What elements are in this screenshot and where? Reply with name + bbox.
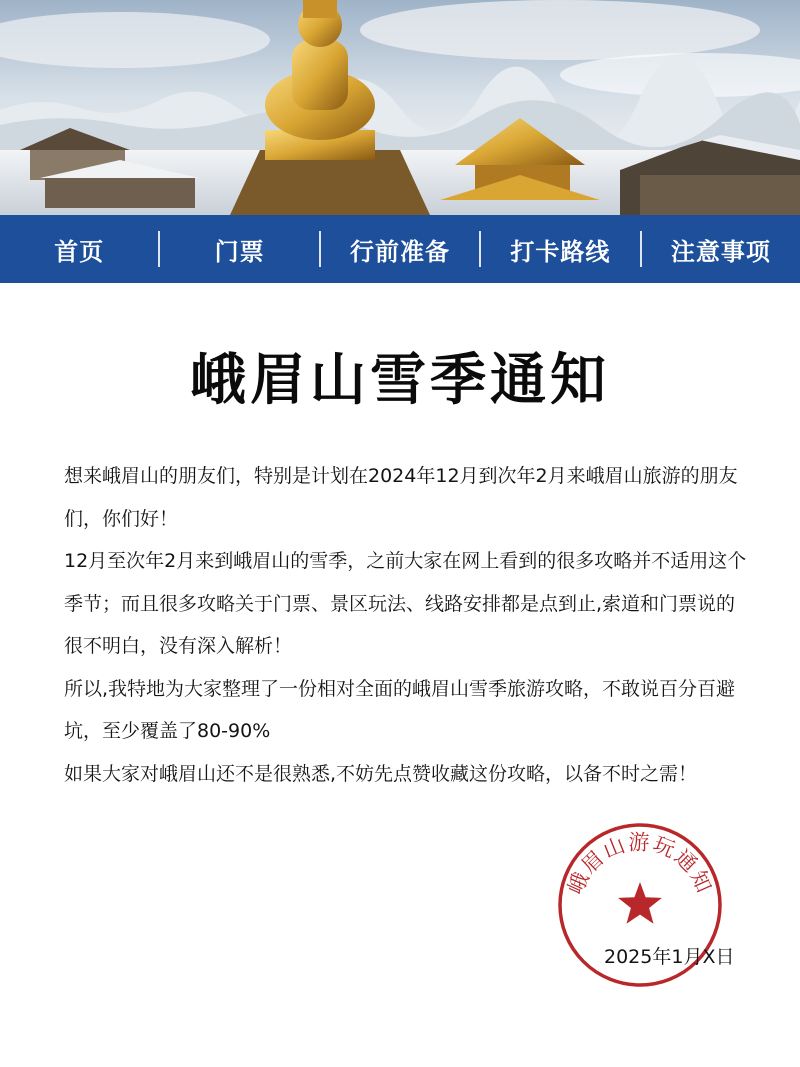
emei-golden-summit-image bbox=[0, 0, 800, 215]
hero-banner bbox=[0, 0, 800, 215]
article-body bbox=[64, 455, 750, 795]
star-icon bbox=[618, 882, 662, 924]
nav-preparation[interactable]: 行前准备 bbox=[350, 237, 451, 266]
paragraph-greeting: 想来峨眉山的朋友们，特别是计划在2024年12月到次年2月来峨眉山旅游的朋友们，你们好！ bbox=[64, 465, 738, 530]
nav-tickets[interactable]: 门票 bbox=[214, 237, 265, 266]
nav-notices[interactable]: 注意事项 bbox=[670, 237, 771, 266]
paragraph-bookmark: 如果大家对峨眉山还不是很熟悉,不妨先点赞收藏这份攻略，以备不时之需！ bbox=[64, 762, 698, 785]
nav-home[interactable]: 首页 bbox=[54, 237, 105, 266]
nav-routes[interactable]: 打卡路线 bbox=[510, 237, 611, 266]
page-title: 峨眉山雪季通知 bbox=[190, 348, 610, 413]
seal-text: 峨眉山游玩通知 bbox=[563, 830, 717, 898]
paragraph-guide: 所以,我特地为大家整理了一份相对全面的峨眉山雪季旅游攻略，不敢说百分百避坑，至少覆盖了80-90% bbox=[64, 677, 736, 742]
paragraph-season: 12月至次年2月来到峨眉山的雪季，之前大家在网上看到的很多攻略并不适用这个季节；而且很多攻略关于门票、景区玩法、线路安排都是点到止,索道和门票说的很不明白，没有深入解析！ bbox=[64, 550, 747, 657]
issue-date: 2025年1月X日 bbox=[604, 946, 735, 968]
main-nav bbox=[0, 215, 800, 283]
